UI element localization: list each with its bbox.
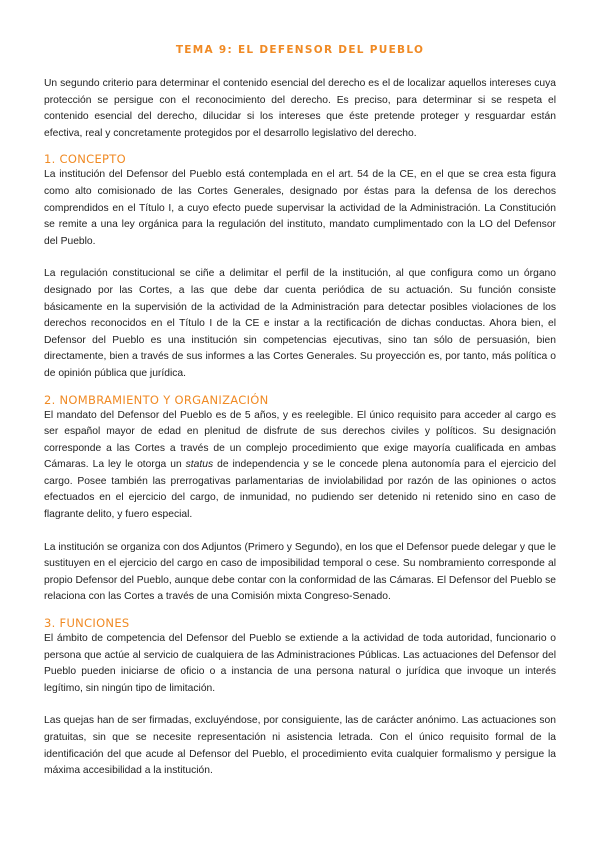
paragraph: La institución del Defensor del Pueblo está contemplada en el art. 54 de la CE, en el que se crea esta figura como alto comisionado de las Cortes Generales, designado por éstas para la defensa de los derechos comprendidos en el Título I, a cuyo efecto puede supervisar la actividad de la Administración. La Constitución se remite a una ley orgánica para la regulación del instituto, mandato cumplimentado con la LO del Defensor del Pueblo. xyxy=(44,169,556,247)
paragraph: La institución se organiza con dos Adjuntos (Primero y Segundo), en los que el Defensor puede delegar y que le sustituyen en el ejercicio del cargo en caso de imposibilidad temporal o cese. Su nombramiento corresponde al propio Defensor del Pueblo, aunque debe contar con la conformidad de las Cámaras. El Defensor del Pueblo se relaciona con las Cortes a través de una Comisión mixta Congreso-Senado. xyxy=(44,541,556,603)
intro-paragraph: Un segundo criterio para determinar el contenido esencial del derecho es el de localizar aquellos intereses cuya protección se persigue con el reconocimiento del derecho. Es preciso, para determinar si se respeta el contenido esencial del derecho, dilucidar si los intereses que éste pretende proteger y resguardar están efectiva, real y concretamente protegidos por el desarrollo legislativo del derecho. xyxy=(44,78,556,139)
paragraph: El ámbito de competencia del Defensor del Pueblo se extiende a la actividad de toda autoridad, funcionario o persona que actúe al servicio de cualquiera de las Administraciones Públicas. Las actuaciones del Defensor del Pueblo pueden iniciarse de oficio o a instancia de una persona natural o jurídica que invoque un interés legítimo, sin ningún tipo de limitación. xyxy=(44,633,556,694)
text-run: de independencia y se le concede plena autonomía para el ejercicio del cargo. Posee también las prerrogativas parlamentarias de inviolabilidad por razón de las opiniones o actos efectuados en el ejercicio del cargo, de inmunidad, no pudiendo ser detenido ni retenido sino en caso de flagrante delito, y fuero especial. xyxy=(44,459,557,521)
section-heading-funciones: 3. FUNCIONES xyxy=(44,616,130,631)
paragraph: La regulación constitucional se ciñe a delimitar el perfil de la institución, al que configura como un órgano designado por las Cortes, a las que debe dar cuenta periódica de su actuación. Su función consiste básicamente en la supervisión de la actividad de la Administración para detectar posibles violaciones de los derechos reconocidos en el Título I de la CE e instar a la rectificación de dichas conductas. Ahora bien, el Defensor del Pueblo es una institución sin competencias ejecutivas, sino tan sólo de persuasión, bien directamente, bien a través de sus informes a las Cortes Generales. Su proyección es, por tanto, más política o de opinión pública que jurídica. xyxy=(44,268,556,379)
text-run: El mandato del Defensor del Pueblo es de 5 años, y es reelegible. El único requisito para acceder al cargo es ser español mayor de edad en plenitud de disfrute de sus derechos civiles y políticos. Su designación corresponde a las Cortes a través de un complejo procedimiento que exige mayoría cualificada en ambas Cámaras. La ley le otorga un xyxy=(44,409,556,471)
document-title: TEMA 9: EL DEFENSOR DEL PUEBLO xyxy=(175,44,425,56)
paragraph xyxy=(44,408,556,524)
section-heading-concepto: 1. CONCEPTO xyxy=(44,152,126,167)
paragraph: Las quejas han de ser firmadas, excluyéndose, por consiguiente, las de carácter anónimo. Las actuaciones son gratuitas, sin que se necesite representación ni asistencia letrada. Con el único requisito formal de la identificación del que acude al Defensor del Pueblo, el procedimiento evita cualquier formalismo y persigue la máxima accesibilidad a la institución. xyxy=(44,715,556,777)
section-heading-nombramiento: 2. NOMBRAMIENTO Y ORGANIZACIÓN xyxy=(44,392,269,407)
italic-term: status xyxy=(185,459,214,471)
